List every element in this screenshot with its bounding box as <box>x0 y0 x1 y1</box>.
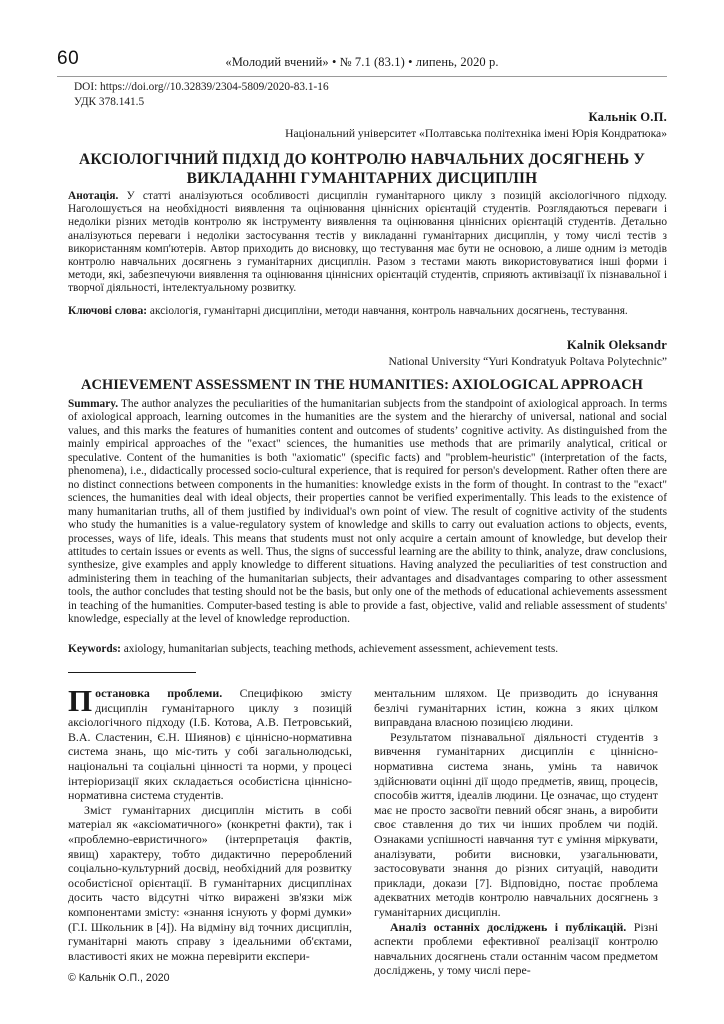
page-number: 60 <box>57 48 80 69</box>
identifier-block <box>74 80 329 109</box>
paragraph-text: Різні аспекти проблеми ефективної реалізації контролю навчальних досягнень стали останнім часом предметом досліджень, у тому числі пере- <box>374 919 658 978</box>
abstract-en-label: Summary. <box>68 398 119 410</box>
running-head <box>57 50 667 76</box>
author-name-en: Kalnik Oleksandr <box>566 338 667 352</box>
keywords-ua-text: аксіологія, гуманітарні дисципліни, методи навчання, контроль навчальних досягнень, тестування. <box>147 305 628 317</box>
abstract-ua-text: У статті аналізуються особливості дисциплін гуманітарного циклу з позицій аксіологічного підходу. Наголошується на необхідності виявлення та оцінювання ціннісних орієнтацій студентів. Розглядаються переваги і недоліки різних методів контролю як інструменту виявлення та оцінювання ціннісних орієнтацій студентів. Детально аналізуються переваги і недоліки застосування тестів у викладанні гуманітарних дисциплін, у тому числі тестів з використанням комп'ютерів. Автор приходить до висновку, що тестування має бути не основою, а лише одним із методів контролю навчальних досягнень з гуманітарних дисциплін. Разом з тестами мають використовуватися інші форми і методи, які, забезпечуючи виявлення та оцінювання ціннісних орієнтацій студентів, сприяють активізації їх пізнавальної і творчої діяльності, інтелектуальному розвитку. <box>68 190 667 295</box>
author-affiliation-ua: Національний університет «Полтавська політехніка імені Юрія Кондратюка» <box>285 127 667 140</box>
footnote-divider <box>68 672 196 673</box>
keywords-en <box>68 643 667 656</box>
author-block-en <box>27 338 667 368</box>
paragraph-cognitive-result: Результатом пізнавальної діяльності студентів з вивчення гуманітарних дисциплін є ціннісно-нормативна система знань, умінь та навичок здійснювати оцінні дії щодо предметів, явищ, процесів, способів життя, ідеалів людини. Це означає, що студент має не просто засвоїти певний обсяг знань, а виробити своє ставлення до тих чи інших проблем чи подій. Ознаками успішності навчання тут є уміння міркувати, аналізувати, робити висновки, узагальнювати, застосовувати знання до різних ситуацій, наводити приклади, докази [7]. Відповідно, постає проблема адекватних методів контролю навчальних досягнень з гуманітарних дисциплін. <box>374 729 658 919</box>
paragraph-problem-statement <box>68 683 352 803</box>
author-name-ua: Кальнік О.П. <box>588 110 667 124</box>
paragraph-continuation: ментальним шляхом. Це призводить до існування безлічі гуманітарних істин, кожна з яких цілком виправдана власною позицією людини. <box>374 686 658 730</box>
section-heading-literature: Аналіз останніх досліджень і публікацій. <box>390 919 627 934</box>
journal-citation-line: «Молодий вчений» • № 7.1 (83.1) • липень, 2020 р. <box>225 55 499 69</box>
abstract-ua-label: Анотація. <box>68 190 119 202</box>
body-column-right <box>374 686 658 976</box>
drop-cap: П <box>68 683 93 718</box>
author-affiliation-en: National University “Yuri Kondratyuk Poltava Polytechnic” <box>388 355 667 368</box>
abstract-en-text: The author analyzes the peculiarities of the humanitarian subjects from the standpoint of axiological approach. In terms of axiological approach, learning outcomes in the humanities are the system and the hierarchy of universal, national and social values, and this marks the features of humanities content and outcomes of students’ cognitive activity. As distinguished from the mainly empirical approaches of the "exact" sciences, the humanities use methods that are primarily analytical, critical or speculative. Content of the humanities is both "axiomatic" (specific facts) and "problem-heuristic" (interpretation of the facts, phenomena), i.e., didactically processed socio-cultural experience, that is required for person's development. Rather often there are no distinct connections between components in the humanities: knowledge exists in the form of thought. In contrast to the "exact" sciences, the humanities deal with ideal objects, their properties cannot be verified experimentally. This leads to the existence of many humanitarian truths, all of them justified by individual's own point of view. The result of cognitive activity of the students who study the humanities is a value-regulatory system of knowledge and skills to carry out evaluation actions to objects, events, processes, ways of life, ideals. This means that students must not only acquire a certain amount of knowledge, but develop their attitudes to certain issues or events as well. Thus, the signs of successful learning are the ability to think, analyze, draw conclusions, synthesize, give examples and apply knowledge to different situations. Having analyzed the peculiarities of test construction and administering them in teaching of the humanitarian subjects, their advantages and disadvantages comparing to other assessment tools, the author concludes that testing should not be the basis, but only one of the methods of educational achievements assessment in teaching of the humanities. Computer-based testing is able to provide a fast, objective, valid and reliable assessment of students' knowledge, especially at the level of knowledge reproduction. <box>68 398 667 626</box>
paragraph-literature-review <box>374 920 658 978</box>
copyright-line: © Кальнік О.П., 2020 <box>68 972 170 984</box>
paragraph-humanities-content: Зміст гуманітарних дисциплін містить в собі матеріал як «аксіоматичного» (конкретні факти), так і «проблемно-евристичного» (інтерпретація фактів, явищ) характеру, тобто дидактично перероблений соціально-культурний досвід, необхідний для розвитку особистісної орієнтації. В гуманітарних дисциплінах досить часто відсутні чітко виражені зв'язки між компонентами змісту: «знання існують у формі думки» (Г.І. Школьник в [4]). На відміну від точних дисциплін, гуманітарні мають справу з ідеальними об'єктами, властивості яких не можна перевірити експери- <box>68 802 352 963</box>
doi-line[interactable]: DOI: https://doi.org//10.32839/2304-5809/2020-83.1-16 <box>74 81 329 93</box>
article-title-ua: АКСІОЛОГІЧНИЙ ПІДХІД ДО КОНТРОЛЮ НАВЧАЛЬНИХ ДОСЯГНЕНЬ У ВИКЛАДАННІ ГУМАНІТАРНИХ ДИСЦИПЛІН <box>79 151 645 187</box>
keywords-en-label: Keywords: <box>68 643 121 655</box>
keywords-ua-label: Ключові слова: <box>68 305 148 317</box>
keywords-ua <box>68 305 667 318</box>
keywords-en-text: axiology, humanitarian subjects, teaching methods, achievement assessment, achievement tests. <box>120 643 559 655</box>
abstract-en <box>68 398 667 627</box>
paragraph-text: Специфікою змісту дисциплін гуманітарного циклу з позицій аксіологічного підходу (І.Б. Котова, А.В. Петровський, В.А. Сластенин, Є.Н. Шиянов) є ціннісно-нормативна система знань, що міс-тить у собі загальнолюдські, національні та соціальні цінності та норми, у процесі інтеріоризації яких складається особистісна ціннісно-нормативна система студентів. <box>68 686 352 803</box>
header-divider <box>57 76 667 77</box>
section-heading-problem: остановка проблеми. <box>95 686 223 700</box>
author-block-ua <box>27 110 667 140</box>
body-column-left <box>68 683 352 976</box>
udk-line: УДК 378.141.5 <box>74 95 145 108</box>
article-title-en: ACHIEVEMENT ASSESSMENT IN THE HUMANITIES: AXIOLOGICAL APPROACH <box>81 377 643 393</box>
abstract-ua <box>68 190 667 296</box>
